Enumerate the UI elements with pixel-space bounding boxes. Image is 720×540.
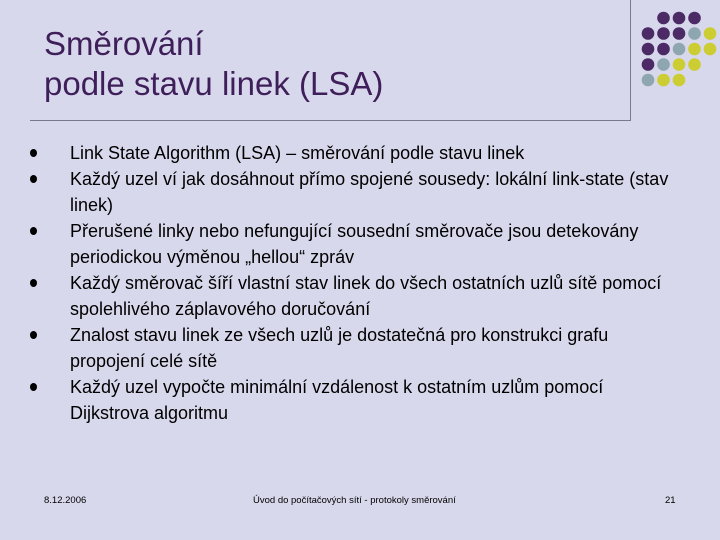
decorative-dot <box>642 27 655 40</box>
bullet-icon <box>30 227 37 235</box>
decorative-dot <box>688 27 701 40</box>
decorative-dot <box>657 27 670 40</box>
decorative-dot <box>704 43 717 56</box>
decorative-dot <box>642 43 655 56</box>
decorative-dot <box>657 12 670 25</box>
decorative-dot-grid <box>640 10 720 105</box>
decorative-dot <box>673 27 686 40</box>
bullet-item <box>30 140 680 166</box>
bullet-icon <box>30 149 37 157</box>
bullet-text: Každý uzel ví jak dosáhnout přímo spojené sousedy: lokální link-state (stav linek) <box>70 169 669 215</box>
decorative-dot <box>673 58 686 71</box>
bullet-icon <box>30 331 37 339</box>
decorative-dot <box>673 74 686 87</box>
bullet-item <box>30 270 680 322</box>
page-number: 21 <box>665 495 676 506</box>
bullet-text: Znalost stavu linek ze všech uzlů je dostatečná pro konstrukci grafu propojení celé sítě <box>70 325 609 371</box>
bullet-text: Přerušené linky nebo nefungující sousední směrovače jsou detekovány periodickou výměnou „hellou“ zpráv <box>70 221 639 267</box>
slide-title <box>44 24 604 104</box>
bullet-text: Link State Algorithm (LSA) – směrování podle stavu linek <box>70 143 525 163</box>
title-divider-vertical <box>630 0 631 121</box>
bullet-icon <box>30 383 37 391</box>
decorative-dot <box>688 12 701 25</box>
decorative-dot <box>688 58 701 71</box>
slide-title-line-1: Směrování <box>44 25 204 62</box>
bullet-item <box>30 322 680 374</box>
bullet-list <box>30 140 680 426</box>
decorative-dot <box>673 12 686 25</box>
decorative-dot <box>704 27 717 40</box>
decorative-dot <box>657 43 670 56</box>
decorative-dot <box>657 58 670 71</box>
bullet-item <box>30 218 680 270</box>
decorative-dot <box>688 43 701 56</box>
decorative-dot <box>642 58 655 71</box>
bullet-item <box>30 374 680 426</box>
bullet-text: Každý uzel vypočte minimální vzdálenost k ostatním uzlům pomocí Dijkstrova algoritmu <box>70 377 604 423</box>
decorative-dot <box>642 74 655 87</box>
decorative-dot <box>673 43 686 56</box>
footer-date: 8.12.2006 <box>44 495 87 506</box>
slide-title-line-2: podle stavu linek (LSA) <box>44 65 384 102</box>
bullet-icon <box>30 279 37 287</box>
bullet-icon <box>30 175 37 183</box>
decorative-dot <box>657 74 670 87</box>
bullet-text: Každý směrovač šíří vlastní stav linek do všech ostatních uzlů sítě pomocí spolehlivého záplavového doručování <box>70 273 662 319</box>
title-divider-horizontal <box>30 120 630 121</box>
footer-title: Úvod do počítačových sítí - protokoly směrování <box>253 495 456 506</box>
bullet-item <box>30 166 680 218</box>
